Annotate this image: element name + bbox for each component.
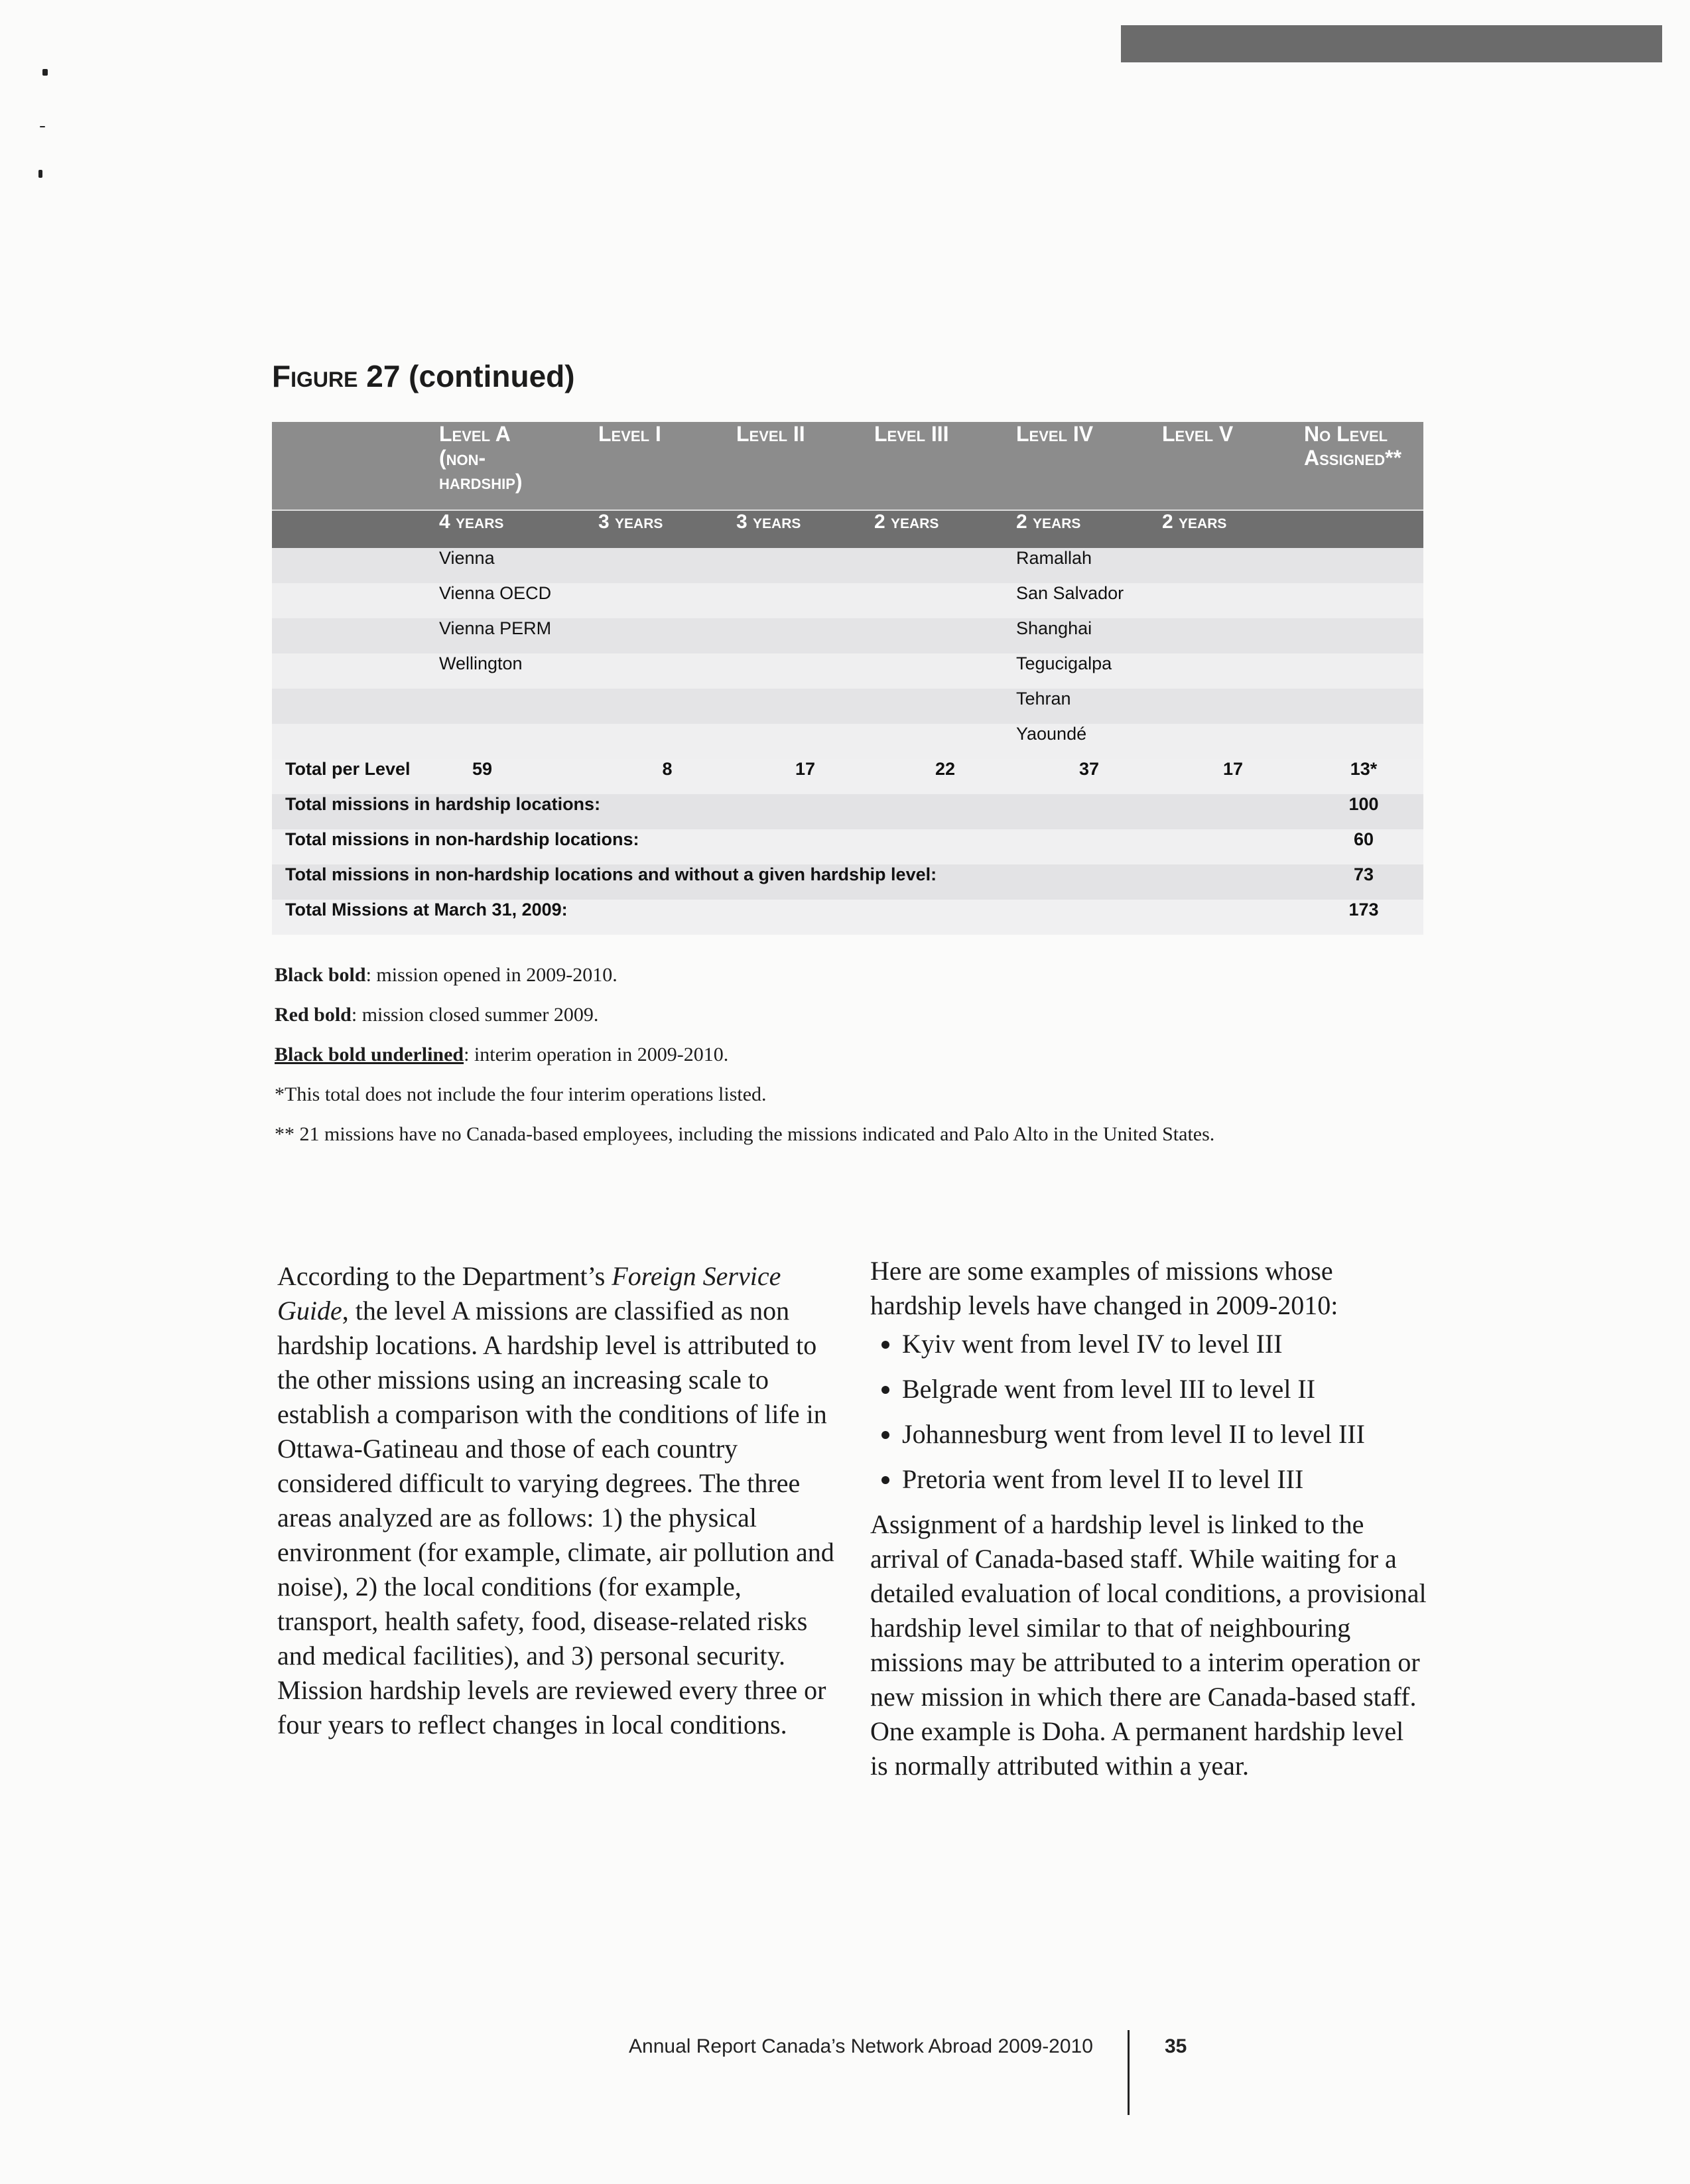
paragraph: Here are some examples of missions whose hardship levels have changed in 2009-2010: bbox=[870, 1256, 1338, 1320]
level-header: Level IV bbox=[1016, 422, 1162, 510]
summary-label: Total missions in non-hardship locations and without a given hardship level: bbox=[272, 864, 1304, 900]
summary-value: 100 bbox=[1304, 794, 1423, 829]
footnote: ** 21 missions have no Canada-based employees, including the missions indicated and Palo Alto in the United States. bbox=[275, 1123, 1215, 1145]
figure-title: Figure 27 (continued) bbox=[272, 359, 575, 393]
paragraph: Assignment of a hardship level is linked to the arrival of Canada-based staff. While waiting for a detailed evaluation of local conditions, a provisional hardship level similar to that of neighbouring missions may be attributed to a interim operation or new mission in which there are Canada-based staff. One example is Doha. A permanent hardship level is normally attributed within a year. bbox=[870, 1509, 1427, 1781]
years-cell: 3 years bbox=[736, 510, 874, 548]
summary-label: Total missions in hardship locations: bbox=[272, 794, 1304, 829]
level-header: No Level Assigned** bbox=[1304, 422, 1423, 510]
total-value: 13* bbox=[1304, 759, 1423, 794]
total-per-level-label: Total per Level bbox=[272, 759, 439, 794]
mission-cell: Wellington bbox=[439, 653, 598, 689]
summary-label: Total Missions at March 31, 2009: bbox=[272, 900, 1304, 935]
mission-cell: Ramallah bbox=[1016, 548, 1162, 583]
footer-divider bbox=[1128, 2030, 1130, 2115]
mission-cell bbox=[439, 724, 598, 759]
list-item: • Johannesburg went from level II to level III bbox=[902, 1417, 1427, 1452]
summary-row bbox=[272, 794, 1423, 829]
table-row bbox=[272, 653, 1423, 689]
total-value: 37 bbox=[1016, 759, 1162, 794]
table-row bbox=[272, 689, 1423, 724]
summary-label: Total missions in non-hardship locations: bbox=[272, 829, 1304, 864]
years-row bbox=[272, 510, 1423, 548]
list-item: • Kyiv went from level IV to level III bbox=[902, 1327, 1427, 1361]
mission-cell: Vienna PERM bbox=[439, 618, 598, 653]
legend-black-bold: Black bold: mission opened in 2009-2010. bbox=[275, 964, 618, 986]
level-header: Level I bbox=[598, 422, 736, 510]
summary-value: 173 bbox=[1304, 900, 1423, 935]
mission-cell: Yaoundé bbox=[1016, 724, 1162, 759]
table-row bbox=[272, 618, 1423, 653]
footer-title: Annual Report Canada’s Network Abroad 2009-2010 bbox=[629, 2035, 1093, 2057]
table-row bbox=[272, 548, 1423, 583]
footnote: *This total does not include the four interim operations listed. bbox=[275, 1083, 767, 1105]
scan-mark bbox=[42, 69, 48, 76]
left-column-text bbox=[277, 1259, 841, 1742]
scan-mark bbox=[40, 126, 45, 127]
total-value: 59 bbox=[439, 759, 598, 794]
level-header-row bbox=[272, 422, 1423, 510]
summary-row bbox=[272, 864, 1423, 900]
bullet-list bbox=[870, 1327, 1427, 1497]
mission-cell: Tehran bbox=[1016, 689, 1162, 724]
legend-underlined: Black bold underlined: interim operation in 2009-2010. bbox=[275, 1044, 729, 1065]
years-cell: 3 years bbox=[598, 510, 736, 548]
hardship-levels-table bbox=[272, 422, 1423, 935]
paragraph: According to the Department’s Foreign Service Guide, the level A missions are classified as non hardship locations. A hardship level is attributed to the other missions using an increasing scale to establish a comparison with the conditions of life in Ottawa-Gatineau and those of each country considered difficult to varying degrees. The three areas analyzed are as follows: 1) the physical environment (for example, climate, air pollution and noise), 2) the local conditions (for example, transport, health safety, food, disease-related risks and medical facilities), and 3) personal security. Mission hardship levels are reviewed every three or four years to reflect changes in local conditions. bbox=[277, 1261, 834, 1740]
total-value: 17 bbox=[736, 759, 874, 794]
table-notes bbox=[275, 955, 1214, 1154]
list-item: • Belgrade went from level III to level II bbox=[902, 1372, 1427, 1406]
legend-red-bold: Red bold: mission closed summer 2009. bbox=[275, 1004, 599, 1026]
level-header: Level III bbox=[874, 422, 1016, 510]
mission-cell: Vienna bbox=[439, 548, 598, 583]
page-number: 35 bbox=[1165, 2035, 1187, 2057]
total-per-level-row bbox=[272, 759, 1423, 794]
table-row bbox=[272, 583, 1423, 618]
summary-row bbox=[272, 900, 1423, 935]
list-item: • Pretoria went from level II to level III bbox=[902, 1462, 1427, 1497]
summary-value: 73 bbox=[1304, 864, 1423, 900]
guide-title: Foreign Service Guide bbox=[277, 1261, 781, 1326]
mission-cell: Shanghai bbox=[1016, 618, 1162, 653]
level-header: Level II bbox=[736, 422, 874, 510]
years-cell: 2 years bbox=[1016, 510, 1162, 548]
scan-mark bbox=[38, 170, 42, 178]
years-cell: 2 years bbox=[1162, 510, 1304, 548]
mission-cell bbox=[439, 689, 598, 724]
table-row bbox=[272, 724, 1423, 759]
summary-value: 60 bbox=[1304, 829, 1423, 864]
header-bar bbox=[1121, 25, 1662, 62]
mission-cell: Vienna OECD bbox=[439, 583, 598, 618]
right-column-text bbox=[870, 1254, 1427, 1783]
total-value: 22 bbox=[874, 759, 1016, 794]
years-cell bbox=[1304, 510, 1423, 548]
level-header: Level A (non-hardship) bbox=[439, 422, 598, 510]
level-header: Level V bbox=[1162, 422, 1304, 510]
total-value: 8 bbox=[598, 759, 736, 794]
years-cell: 4 years bbox=[439, 510, 598, 548]
years-cell: 2 years bbox=[874, 510, 1016, 548]
summary-row bbox=[272, 829, 1423, 864]
mission-cell: San Salvador bbox=[1016, 583, 1162, 618]
mission-cell: Tegucigalpa bbox=[1016, 653, 1162, 689]
total-value: 17 bbox=[1162, 759, 1304, 794]
